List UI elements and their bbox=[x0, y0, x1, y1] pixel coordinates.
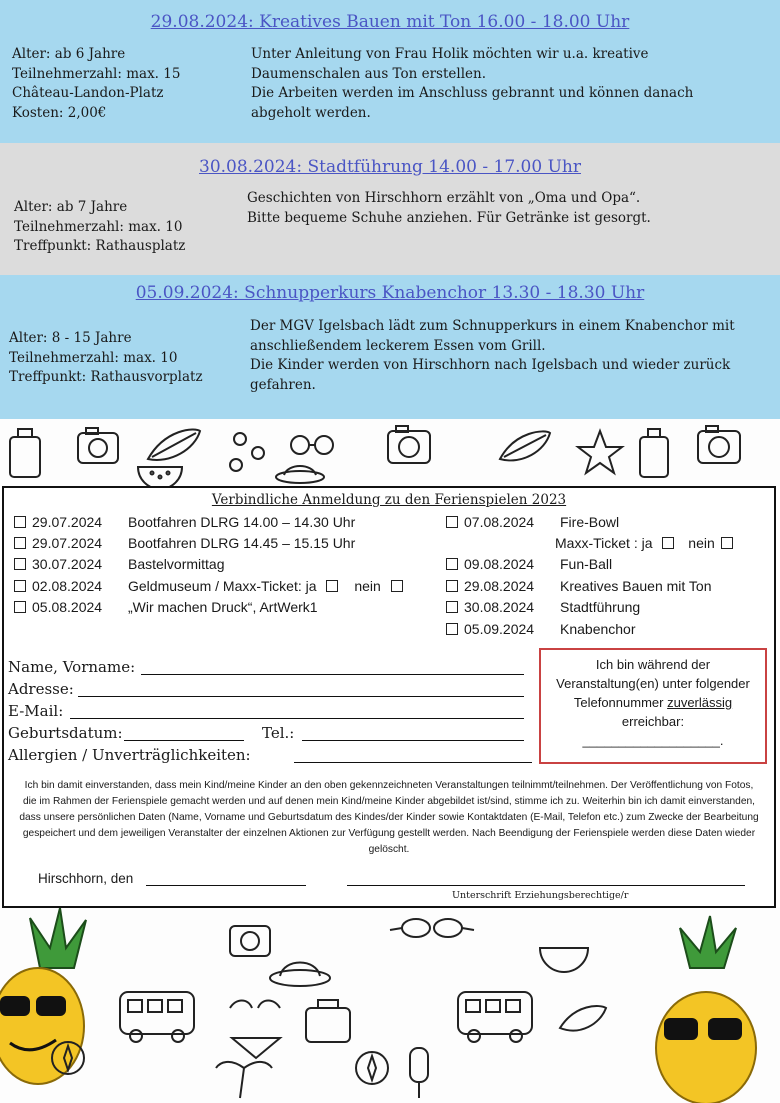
event-name: Geldmuseum / Maxx-Ticket: ja bbox=[128, 578, 317, 594]
date-field[interactable] bbox=[146, 885, 306, 886]
event-date: 30.07.2024 bbox=[32, 556, 103, 572]
event-option[interactable] bbox=[446, 621, 636, 637]
phone-number-blank[interactable]: ___________________. bbox=[582, 733, 724, 748]
event-date: 07.08.2024 bbox=[464, 514, 535, 530]
bikini-icon bbox=[230, 1001, 280, 1059]
starfish-icon bbox=[578, 431, 622, 473]
dots-icon bbox=[230, 433, 264, 471]
event-date: 09.08.2024 bbox=[464, 556, 535, 572]
signature-field[interactable] bbox=[347, 885, 745, 886]
event-option[interactable] bbox=[446, 599, 640, 615]
maxx-nein-label: nein bbox=[688, 535, 715, 551]
event-option[interactable] bbox=[14, 599, 318, 615]
sunglasses-icon bbox=[291, 436, 333, 454]
phone-contact-box bbox=[539, 648, 767, 764]
event-band-ton bbox=[0, 0, 780, 143]
leaf-icon bbox=[500, 431, 550, 460]
event-checkbox[interactable] bbox=[14, 516, 26, 528]
leaf-icon bbox=[560, 1006, 606, 1031]
form-title: Verbindliche Anmeldung zu den Ferienspielen 2023 bbox=[211, 492, 567, 508]
phone-line: Ich bin während der bbox=[595, 657, 711, 672]
description-line: Geschichten von Hirschhorn erzählt von „Oma und Opa“. bbox=[247, 190, 641, 206]
event-description bbox=[250, 317, 735, 395]
event-details bbox=[12, 45, 180, 123]
tel-field[interactable] bbox=[302, 740, 524, 741]
event-details bbox=[14, 198, 185, 257]
phone-line: erreichbar: bbox=[621, 714, 685, 729]
event-option[interactable] bbox=[14, 578, 409, 594]
description-line: abgeholt werden. bbox=[251, 104, 371, 121]
registration-form bbox=[2, 486, 776, 908]
description-line: anschließendem leckerem Essen vom Grill. bbox=[250, 337, 546, 354]
event-checkbox[interactable] bbox=[14, 537, 26, 549]
description-line: Unter Anleitung von Frau Holik möchten wir u.a. kreative bbox=[251, 46, 649, 62]
bus-icon bbox=[458, 992, 532, 1042]
event-option[interactable] bbox=[446, 514, 619, 530]
maxx-nein-label: nein bbox=[354, 578, 381, 594]
phone-line bbox=[541, 693, 765, 712]
doodle-pattern-bottom bbox=[0, 908, 780, 1103]
event-checkbox[interactable] bbox=[446, 580, 458, 592]
description-line: Der MGV Igelsbach lädt zum Schnupperkurs in einem Knabenchor mit bbox=[250, 318, 735, 334]
event-name: Stadtführung bbox=[560, 599, 641, 615]
event-checkbox[interactable] bbox=[14, 580, 26, 592]
camera-icon bbox=[698, 426, 740, 463]
event-description bbox=[251, 45, 693, 123]
doodle-pattern-svg bbox=[0, 908, 780, 1103]
camera-icon bbox=[230, 926, 270, 956]
geburtsdatum-field[interactable] bbox=[124, 740, 244, 741]
event-name: Fun-Ball bbox=[560, 556, 613, 572]
suitcase-icon bbox=[306, 1000, 350, 1042]
detail-line: Alter: ab 6 Jahre bbox=[12, 46, 126, 62]
event-title: 30.08.2024: Stadtführung 14.00 - 17.00 Uhr bbox=[199, 157, 581, 177]
maxx-nein-checkbox[interactable] bbox=[721, 537, 733, 549]
event-band-knabenchor bbox=[0, 275, 780, 419]
event-name: Kreatives Bauen mit Ton bbox=[560, 578, 712, 594]
luggage-icon bbox=[10, 429, 40, 477]
geburtsdatum-label: Geburtsdatum: bbox=[8, 724, 123, 742]
detail-line: Teilnehmerzahl: max. 15 bbox=[12, 65, 181, 82]
event-name: Knabenchor bbox=[560, 621, 636, 637]
leaf-icon bbox=[148, 429, 200, 460]
camera-icon bbox=[78, 428, 118, 463]
tel-label: Tel.: bbox=[262, 724, 295, 742]
description-line: Die Kinder werden von Hirschhorn nach Igelsbach und wieder zurück bbox=[250, 357, 731, 373]
watermelon-icon bbox=[540, 948, 588, 972]
place-label: Hirschhorn, den bbox=[38, 871, 134, 886]
event-checkbox[interactable] bbox=[446, 623, 458, 635]
event-date: 29.07.2024 bbox=[32, 535, 103, 551]
event-name: Bootfahren DLRG 14.00 – 14.30 Uhr bbox=[128, 514, 356, 530]
phone-line: Veranstaltung(en) unter folgender bbox=[556, 676, 750, 691]
consent-text: Ich bin damit einverstanden, dass mein Kind/meine Kinder an den oben gekennzeichneten Veranstaltungen teilnimmt/teilnehmen. Der Veröffentlichung von Fotos, die im Rahmen der Ferienspiele gemacht werden und auf denen mein Kind/meine Kinder abgebildet ist/sind, stimme ich zu. Weiterhin bin ich damit einverstanden, dass unsere persönlichen Daten (Name, Vorname und Geburtsdatum des Kindes/der Kinder sowie Kontaktdaten (E-Mail, Telefon etc.) zum Zwecke der Bearbeitung gespeichert und dem jeweiligen Veranstalter der einzelnen Aktionen zur Verfügung gestellt werden. Nach Beendigung der Ferienspiele werden diese Daten wieder gelöscht. bbox=[19, 780, 759, 855]
allergien-field[interactable] bbox=[294, 762, 532, 763]
event-date: 05.09.2024 bbox=[464, 621, 535, 637]
event-option[interactable] bbox=[14, 514, 355, 530]
event-date: 05.08.2024 bbox=[32, 599, 103, 615]
detail-line: Kosten: 2,00€ bbox=[12, 104, 107, 121]
event-option[interactable] bbox=[14, 556, 224, 572]
event-description bbox=[247, 189, 651, 228]
event-name: Maxx-Ticket : ja bbox=[555, 535, 653, 551]
phone-word: Telefonnummer bbox=[573, 695, 664, 710]
watermelon-icon bbox=[138, 467, 182, 486]
email-label: E-Mail: bbox=[8, 702, 64, 720]
event-band-stadtfuehrung bbox=[0, 143, 780, 275]
signature-caption: Unterschrift Erziehungsberechtige/r bbox=[452, 890, 629, 901]
event-checkbox[interactable] bbox=[446, 558, 458, 570]
maxx-ja-checkbox[interactable] bbox=[326, 580, 338, 592]
event-checkbox[interactable] bbox=[14, 601, 26, 613]
event-date: 02.08.2024 bbox=[32, 578, 103, 594]
event-details bbox=[9, 329, 203, 388]
detail-line: Alter: 8 - 15 Jahre bbox=[9, 330, 132, 346]
description-line: gefahren. bbox=[250, 376, 316, 393]
pineapple-mascot-icon bbox=[0, 908, 86, 1084]
detail-line: Château-Landon-Platz bbox=[12, 85, 164, 101]
name-field[interactable] bbox=[141, 674, 524, 675]
maxx-ticket-option bbox=[555, 535, 739, 551]
pineapple-mascot-icon bbox=[656, 916, 756, 1103]
suitcase-icon bbox=[640, 429, 668, 477]
description-line: Daumenschalen aus Ton erstellen. bbox=[251, 65, 487, 82]
event-option[interactable] bbox=[446, 578, 712, 594]
event-title: 05.09.2024: Schnupperkurs Knabenchor 13.30 - 18.30 Uhr bbox=[135, 283, 645, 303]
detail-line: Teilnehmerzahl: max. 10 bbox=[9, 349, 178, 366]
name-label: Name, Vorname: bbox=[8, 658, 136, 676]
detail-line: Treffpunkt: Rathausvorplatz bbox=[9, 369, 203, 385]
detail-line: Treffpunkt: Rathausplatz bbox=[14, 238, 186, 254]
event-date: 30.08.2024 bbox=[464, 599, 535, 615]
event-name: „Wir machen Druck“, ArtWerk1 bbox=[128, 599, 318, 615]
bus-icon bbox=[120, 992, 194, 1042]
event-name: Bootfahren DLRG 14.45 – 15.15 Uhr bbox=[128, 535, 356, 551]
description-line: Bitte bequeme Schuhe anziehen. Für Getränke ist gesorgt. bbox=[247, 209, 651, 226]
description-line: Die Arbeiten werden im Anschluss gebrannt und können danach bbox=[251, 85, 694, 101]
event-checkbox[interactable] bbox=[14, 558, 26, 570]
event-checkbox[interactable] bbox=[446, 601, 458, 613]
event-date: 29.08.2024 bbox=[464, 578, 535, 594]
camera-icon bbox=[388, 426, 430, 463]
phone-emphasis: zuverlässig bbox=[667, 695, 733, 710]
compass-icon bbox=[356, 1052, 388, 1084]
palm-tree-icon bbox=[216, 1062, 272, 1098]
maxx-nein-checkbox[interactable] bbox=[391, 580, 403, 592]
event-option[interactable] bbox=[446, 556, 612, 572]
detail-line: Teilnehmerzahl: max. 10 bbox=[14, 218, 183, 235]
event-option[interactable] bbox=[14, 535, 355, 551]
popsicle-icon bbox=[410, 1048, 428, 1098]
adresse-field[interactable] bbox=[78, 696, 524, 697]
hat-icon bbox=[276, 466, 324, 483]
event-checkbox[interactable] bbox=[446, 516, 458, 528]
event-title: 29.08.2024: Kreatives Bauen mit Ton 16.00 - 18.00 Uhr bbox=[150, 12, 630, 32]
doodle-pattern-top bbox=[0, 419, 780, 486]
maxx-ja-checkbox[interactable] bbox=[662, 537, 674, 549]
event-date: 29.07.2024 bbox=[32, 514, 103, 530]
allergien-label: Allergien / Unverträglichkeiten: bbox=[8, 746, 251, 764]
doodle-pattern-svg bbox=[0, 419, 780, 486]
detail-line: Alter: ab 7 Jahre bbox=[14, 199, 128, 215]
event-name: Fire-Bowl bbox=[560, 514, 620, 530]
hat-icon bbox=[270, 963, 330, 987]
email-field[interactable] bbox=[70, 718, 524, 719]
adresse-label: Adresse: bbox=[8, 680, 74, 698]
event-name: Bastelvormittag bbox=[128, 556, 225, 572]
swim-goggles-icon bbox=[390, 919, 474, 937]
